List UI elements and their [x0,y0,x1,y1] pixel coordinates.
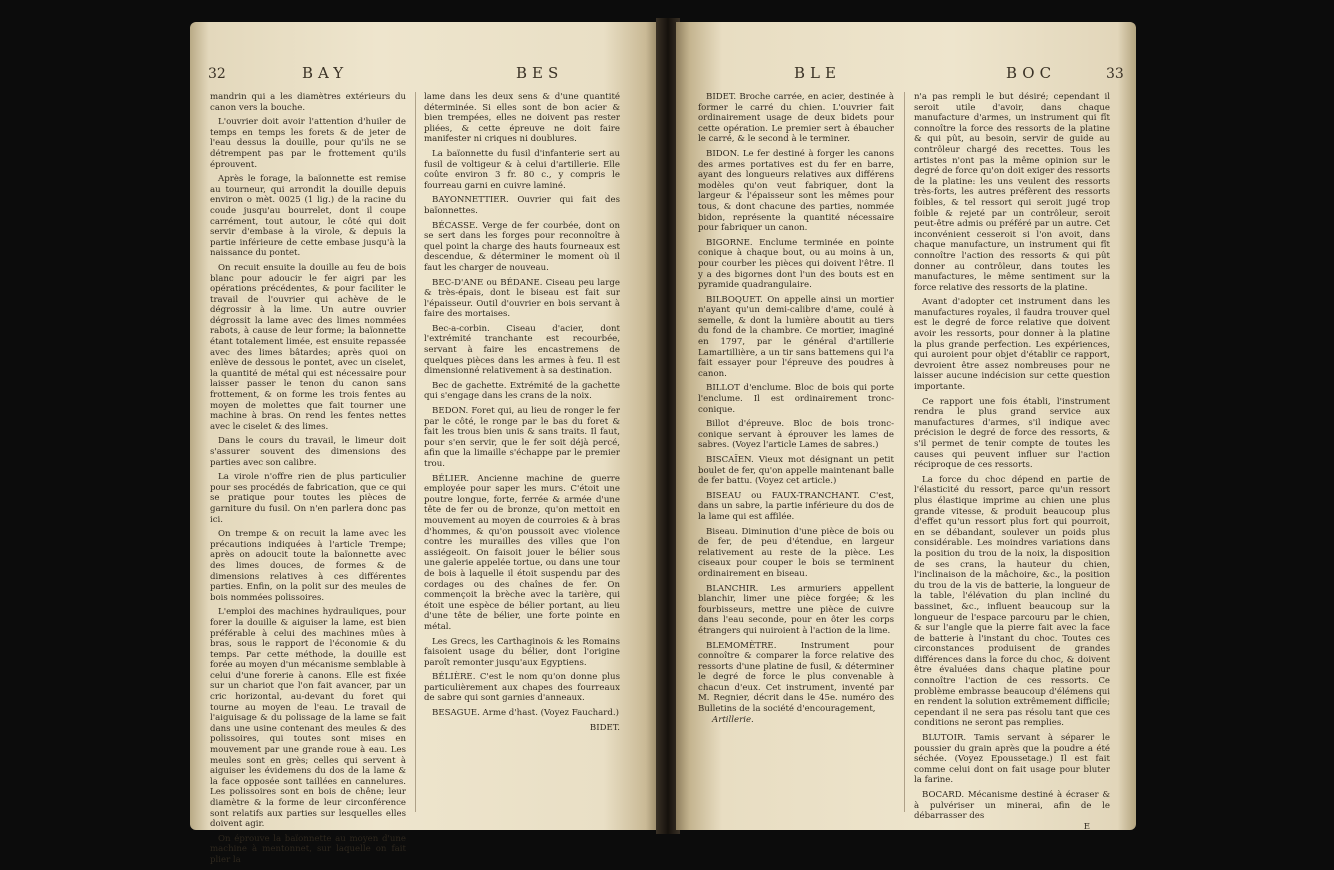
entry: BLANCHIR. Les armuriers appellent blanchir, limer une pièce forgée; & les fourbisseurs, mettre une pièce de cuivre dans l'eau seconde, pour en ôter les corps étrangers qui nuiroient à l'action de la lime. [698,583,894,636]
entry: BESAGUE. Arme d'hast. (Voyez Fauchard.) [432,708,620,719]
signature-mark: E [1083,821,1090,832]
entry: BAYONNETTIER. Ouvrier qui fait des baïonnettes. [424,195,620,216]
paragraph: On éprouve la baïonnette au moyen d'une machine à mentonnet, sur laquelle on fait plier la [210,833,406,865]
paragraph: Avant d'adopter cet instrument dans les manufactures royales, il faudra trouver quel est le degré de force relative que doivent avoir les ressorts, pour donner à la platine la plus grande perfection. Les expériences, qui auroient pour objet d'établir ce rapport, devroient être assez nombreuses pour ne laisser aucune indécision sur cette question importante. [914,297,1110,393]
paragraph: La force du choc dépend en partie de l'élasticité du ressort, parce qu'un ressort plus élastique imprime au chien une plus grande vitesse, & produit beaucoup plus d'effet qu'un ressort plus fort qui pourroit, en se débandant, soulever un poids plus considérable. Les moindres variations dans la position du trou de la noix, la disposition de ses crans, la hauteur du chien, l'inclinaison de la mâchoire, &c., la position du trou de la vis de batterie, la longueur de la table, l'élévation du plan incliné du bassinet, &c., influent beaucoup sur la longueur de l'espace parcouru par le chien, & sur l'angle que la pierre fait avec la face de batterie à l'instant du choc. Toutes ces circonstances produisent de grandes différences dans la force du choc, & doivent être évaluées dans chaque platine pour connoître l'action de ces ressorts. Ce problème embrasse beaucoup d'élémens qui en rendent la solution extrêmement difficile; cependant il ne sera pas résolu tant que ces conditions ne seront pas remplies. [914,474,1110,729]
entry: BEDON. Foret qui, au lieu de ronger le fer par le côté, le ronge par le bas du foret & fait les trous bien unis & sans traits. Il faut, pour s'en servir, que le fer soit déjà percé, afin que la limaille s'échappe par le premier trou. [424,406,620,469]
left-header-left: BAY [302,64,349,82]
left-header-right: BES [516,64,564,82]
entry: BÉCASSE. Verge de fer courbée, dont on se sert dans les forges pour reconnoître à quel point la charge des hauts fourneaux est descendue, & déterminer le moment où il faut les charger de nouveau. [424,220,620,273]
entry: BIDET. Broche carrée, en acier, destinée à former le carré du chien. L'ouvrier fait ordinairement usage de deux bidets pour cette opération. Le premier sert à ébaucher le carré, & le second à le terminer. [698,92,894,145]
right-header-left: BLE [794,64,841,82]
left-column-rule [415,92,416,812]
paragraph: L'emploi des machines hydrauliques, pour forer la douille & aiguiser la lame, est bien préférable à celui des machines mûes à bras, sous le rapport de l'économie & du temps. Par cette méthode, la douille est forée au moyen d'un mécanisme semblable à celui d'une forerie à canons. Elle est fixée sur un chariot que l'on fait avancer, par un cric horizontal, au-devant du foret qui tourne au moyen de l'eau. Le travail de l'aiguisage & du polissage de la lame se fait dans une usine contenant des meules & des polissoires, qui toutes sont mises en mouvement par une grande roue à eau. Les meules sont en grès; celles qui servent à aiguiser les évidemens du dos de la lame & la face opposée sont taillées en cannelures. Les polissoires sont en bois de chêne; leur diamètre & la forme de leur circonférence sont relatifs aux parties sur lesquelles elles doivent agir. [210,607,406,830]
entry: BOCARD. Mécanisme destiné à écraser & à pulvériser un minerai, afin de le débarrasser des [914,790,1110,822]
entry: BISEAU ou FAUX-TRANCHANT. C'est, dans un sabre, la partie inférieure du dos de la lame qui est affilée. [698,490,894,522]
entry: Bec de gachette. Extrémité de la gachette qui s'engage dans les crans de la noix. [424,380,620,402]
paragraph: n'a pas rempli le but désiré; cependant il seroit utile d'avoir, dans chaque manufacture d'armes, un instrument qui fît connoître la force des ressorts de la platine & qui pût, au besoin, servir de guide au contrôleur chargé des recettes. Tous les artistes n'ont pas la même opinion sur le degré de force qu'on doit exiger des ressorts de la platine: les uns veulent des ressorts très-forts, les autres préfèrent des ressorts foibles, & tel ressort qui seroit jugé trop foible & rejeté par un contrôleur, seroit peut-être admis ou préféré par un autre. Cet inconvénient cesseroit si l'on avoit, dans chaque manufacture, un instrument qui fît connoître l'action des ressorts & qui pût donner au contrôleur, dans toutes les manufactures, le même sentiment sur la force relative des ressorts de la platine. [914,92,1110,293]
left-column-2 [424,92,620,737]
entry: BIDON. Le fer destiné à forger les canons des armes portatives est du fer en barre, ayant des longueurs relatives aux différens modèles qu'on veut fabriquer, dont la largeur & l'épaisseur sont les mêmes pour tous, & dont chacune des parties, nommée bidon, représente la quantité nécessaire pour fabriquer un canon. [698,148,894,234]
paragraph: Après le forage, la baïonnette est remise au tourneur, qui arrondit la douille depuis environ o mèt. 0025 (1 lig.) de la racine du coude jusqu'au bourrelet, dont il coupe carrément, tout autour, le côté qui doit servir d'embase à la virole, & depuis la partie inférieure de cette embase jusqu'à la naissance du pontet. [210,174,406,259]
entry: BLEMOMÈTRE. Instrument pour connoître & comparer la force relative des ressorts d'une platine de fusil, & déterminer le degré de force le plus convenable à chacun d'eux. Cet instrument, inventé par M. Regnier, décrit dans le 45e. numéro des Bulletins de la société d'encouragement, [698,640,894,715]
footer-signature: Artillerie. [712,714,754,725]
entry: BISCAÏEN. Vieux mot désignant un petit boulet de fer, qu'on appelle maintenant balle de fer battu. (Voyez cet article.) [698,455,894,487]
paragraph: L'ouvrier doit avoir l'attention d'huiler de temps en temps les forets & de jeter de l'eau dessus la douille, pour qu'ils ne se détrempent pas par le frottement qu'ils éprouvent. [210,117,406,170]
entry: BILBOQUET. On appelle ainsi un mortier n'ayant qu'un demi-calibre d'ame, coulé à semelle, & dont la lumière aboutit au tiers du fond de la chambre. Ce mortier, imaginé en 1797, par le général d'artillerie Lamartillière, a un tir sans battemens qui l'a fait essayer pour l'épreuve des poudres à canon. [698,294,894,379]
entry: BIGORNE. Enclume terminée en pointe conique à chaque bout, ou au moins à un, pour courber les pièces qui doivent l'être. Il y a des bigornes dont l'un des bouts est en pyramide quadrangulaire. [698,237,894,291]
paragraph: Les Grecs, les Carthaginois & les Romains faisoient usage du bélier, dont l'origine paroît remonter jusqu'aux Egyptiens. [424,636,620,668]
entry: BÉLIÈRE. C'est le nom qu'on donne plus particulièrement aux chapes des fourreaux de sabre qui sont garnies d'anneaux. [424,672,620,704]
paragraph: On trempe & on recuit la lame avec les précautions indiquées à l'article Trempe; après on adoucit toute la baïonnette avec des limes douces, de formes & de dimensions relatives à ces différentes parties. Enfin, on la polit sur des meules de bois nommées polissoires. [210,529,406,603]
entry: Billot d'épreuve. Bloc de bois tronc-conique servant à éprouver les lames de sabres. (Voyez l'article Lames de sabres.) [698,419,894,451]
left-page-number: 32 [208,66,226,82]
right-column-1 [698,92,894,729]
right-header-right: BOC [1006,64,1057,82]
paragraph: mandrin qui a les diamètres extérieurs du canon vers la bouche. [210,92,406,113]
paragraph: lame dans les deux sens & d'une quantité déterminée. Si elles sont de bon acier & bien trempées, elles ne doivent pas rester pliées, & cette épreuve ne doit faire manifester ni criques ni doublures. [424,92,620,145]
paragraph: On recuit ensuite la douille au feu de bois blanc pour adoucir le fer aigri par les opérations précédentes, & pour faciliter le travail de l'ouvrier qui achève de le dégrossir à la lime. Un autre ouvrier dégrossit la lame avec des limes nommées rabots, à cause de leur forme; la baïonnette étant totalement limée, est ensuite repassée avec des limes bâtardes; après quoi on enlève de dessous le pontet, avec un ciselet, la quantité de métal qui est nécessaire pour laisser passer le tenon du canon sans frottement, & on forme les trois fentes au moyen de molettes que fait tourner une machine à bras. On rend les fentes nettes avec le ciselet & des limes. [210,262,406,432]
catchword: BIDET. [589,722,620,733]
paragraph: La baïonnette du fusil d'infanterie sert au fusil de voltigeur & à celui d'artillerie. Elle coûte environ 3 fr. 80 c., y compris le fourreau garni en cuivre laminé. [424,148,620,191]
entry: BLUTOIR. Tamis servant à séparer le poussier du grain après que la poudre a été séchée. (Voyez Epoussetage.) Il est fait comme celui dont on fait usage pour bluter la farine. [914,733,1110,786]
entry: Bec-a-corbin. Ciseau d'acier, dont l'extrémité tranchante est recourbée, servant à faire les encastremens de quelques pièces dans les armes à feu. Il est dimensionné relativement à sa destination. [424,323,620,377]
right-column-rule [904,92,905,812]
paragraph: Ce rapport une fois établi, l'instrument rendra le plus grand service aux manufactures d'armes, s'il indique avec précision le degré de force des ressorts, & s'il permet de tenir compte de toutes les causes qui peuvent influer sur l'action réciproque de ces ressorts. [914,396,1110,471]
entry: Biseau. Diminution d'une pièce de bois ou de fer, de peu d'étendue, en largeur relativement au reste de la pièce. Les ciseaux pour couper le bois se terminent ordinairement en biseau. [698,526,894,579]
entry: BEC-D'ANE ou BÉDANE. Ciseau peu large & très-épais, dont le biseau est fait sur l'épaisseur. Outil d'ouvrier en bois servant à faire des mortaises. [424,277,620,320]
left-column-1 [210,92,406,870]
paragraph: La virole n'offre rien de plus particulier pour ses procédés de fabrication, que ce qui se pratique pour toutes les pièces de garniture du fusil. On n'en parlera donc pas ici. [210,472,406,525]
right-page-number: 33 [1106,66,1124,82]
right-column-2 [914,92,1110,836]
paragraph: Dans le cours du travail, le limeur doit s'assurer souvent des dimensions des parties avec son calibre. [210,436,406,468]
right-page [676,22,1136,830]
left-page [190,22,660,865]
entry: BÉLIER. Ancienne machine de guerre employée pour saper les murs. C'étoit une poutre longue, forte, ferrée & armée d'une tête de fer ou de bronze, qu'on mettoit en mouvement au moyen de courroies & à bras d'hommes, & qu'on poussoit avec violence contre les murailles des villes que l'on assiégeoit. On faisoit jouer le bélier sous une galerie appelée tortue, ou dans une tour de bois à laquelle il étoit suspendu par des cordages ou des chaînes de fer. On commençoit la brèche avec la tarière, qui étoit une espèce de bélier portant, au lieu d'une tête de bélier, une forte pointe en métal. [424,473,620,632]
entry: BILLOT d'enclume. Bloc de bois qui porte l'enclume. Il est ordinairement tronc-conique. [698,383,894,415]
